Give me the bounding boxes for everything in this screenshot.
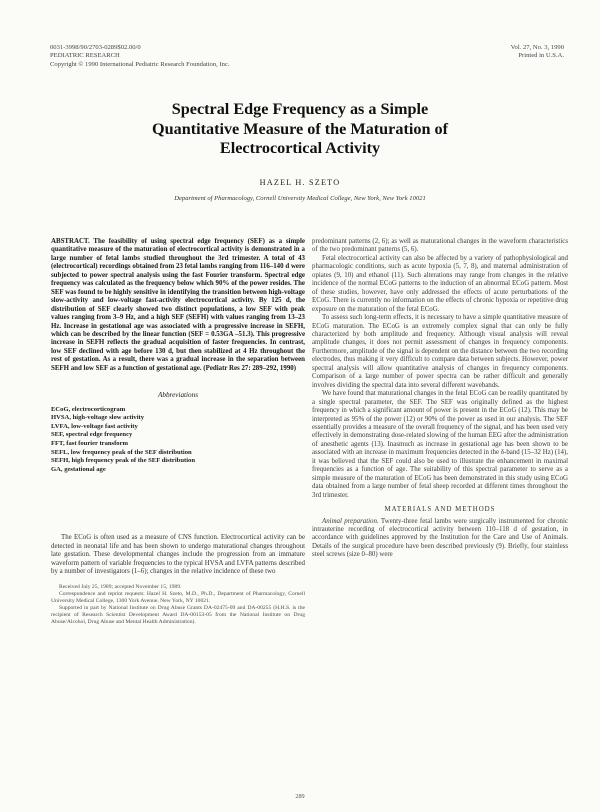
title-line: Electrocortical Activity [219,139,381,158]
body-paragraph: Fetal electrocortical activity can also be affected by a variety of pathophysiological and pharmacologic conditions, such as acute hypoxia (5, 7, 8), and maternal administration of opiates (9, 10) and ethanol (11). Such alterations may range from changes in the relative incidence of the normal ECoG patterns to the induction of an abnormal ECoG pattern. Most of these studies, however, have only addressed the effects of acute perturbations of the ECoG. There is currently no information on the effects of chronic hypoxia or repetitive drug exposure on the maturation of the fetal ECoG. [312,254,568,313]
abstract [51,238,305,373]
introduction [51,534,305,576]
title-line: Quantitative Measure of the Maturation of [152,119,448,138]
abbreviation-item: SEF, spectral edge frequency [51,431,133,439]
page-number: 289 [295,793,305,800]
header-printed: Printed in U.S.A. [518,52,564,60]
abbreviation-item: LVFA, low-voltage fast activity [51,422,138,430]
header-line: PEDIATRIC RESEARCH [50,52,120,60]
author-affiliation: Department of Pharmacology, Cornell University Medical College, New York, New York 10021 [174,195,426,202]
body-paragraph: We have found that maturational changes in the fetal ECoG can be readily quantitated by a single spectral parameter, the SEF. The SEF was originally defined as the highest frequency in which a significant amount of power is present in the ECoG (12). This may be interpreted as 95% of the power (12) or 90% of the power as used in our analysis. The SEF essentially provides a measure of the overall frequency of the signal, and has been used very effectively in demonstrating dose-related slowing of the human EEG after the administration of anesthetic agents (13). Inasmuch as increase in gestational age has been shown to be associated with an increase in maximum frequencies detected in the δ-band (15–32 Hz) (14), it was believed that the SEF could also be used to illustrate the enhancement in maximal frequencies as a function of age. The suitability of this spectral parameter to serve as a simple measure of the maturation of ECoG has been demonstrated in this study using ECoG data obtained from a large number of fetal sheep recorded at different times throughout the 3rd trimester. [312,390,568,499]
section-heading-methods: MATERIALS AND METHODS [384,506,496,514]
intro-paragraph: The ECoG is often used as a measure of CNS function. Electrocortical activity can be detected in neonatal life and has been shown to undergo maturational changes throughout late gestation. These developmental changes include the progression from an immature waveform pattern of variable frequencies to the typical HVSA and LVFA patterns described by a number of investigators (1–6); changes in the relative incidence of these two [51,534,305,576]
left-column [51,238,305,626]
header-line: Copyright © 1990 International Pediatric Research Foundation, Inc. [50,60,230,68]
header-line: 0031-3998/90/2703-0289$02.00/0 [50,44,141,51]
abstract-text: ABSTRACT. The feasibility of using spectral edge frequency (SEF) as a simple quantitative measure of the maturation of electrocortical activity is demonstrated in a large number of fetal lambs studied throughout the 3rd trimester. A total of 43 (electrocortical) recordings obtained from 23 fetal lambs ranging from 116–140 d were subjected to power spectral analysis using the fast Fourier transform. Spectral edge frequency was calculated as the frequency below which 90% of the power resides. The SEF was found to be highly sensitive in identifying the transition between high-voltage slow-activity and low-voltage fast-activity electrocortical activity. By 125 d, the distribution of SEF clearly showed two distinct populations, a low SEF with peak values ranging from 3–9 Hz, and a high SEF (SEFH) with values ranging from 13–23 Hz. Increase in gestational age was associated with a progressive increase in SEFH, which can be described by the linear function (SEF = 0.53GA –51.3). This progressive increase in SEFH reflects the gradual acquisition of faster frequencies. In contrast, low SEF declined with age before 130 d, but then stabilized at 4 Hz throughout the rest of gestation. As a result, there was a gradual increase in the separation between SEFH and low SEF as a function of gestational age. (Pediatr Res 27: 289–292, 1990) [51,238,305,372]
abbreviation-item: SEFL, low frequency peak of the SEF distribution [51,448,192,456]
abbreviation-item: HVSA, high-voltage slow activity [51,414,145,422]
footnote-correspondence: Correspondence and reprint requests: Hazel H. Szeto, M.D., Ph.D., Department of Pharmacology, Cornell University Medical College, 1300 York Avenue, New York, NY 10021. [51,590,305,604]
right-column [312,238,568,560]
footnote-received: Received July 25, 1989; accepted November 15, 1989. [59,583,182,590]
journal-header-left [50,44,230,69]
footnote-support: Supported in part by National Institute on Drug Abuse Grants DA-02475-09 and DA-00255 (H.H.S. is the recipient of Research Scientist Development Award DA-00153-05 from the National Institute on Drug Abuse/Alcohol, Drug Abuse and Mental Health Administration). [51,604,305,625]
body-paragraph: predominant patterns (2, 6); as well as maturational changes in the waveform characteristics of the two predominant patterns (5, 6). [312,238,568,254]
methods-subheading: Animal preparation. [322,517,379,525]
title-line: Spectral Edge Frequency as a Simple [171,100,429,118]
abbreviation-item: ECoG, electrocorticogram [51,405,126,413]
methods-text: Twenty-three fetal lambs were surgically instrumented for chronic intrauterine recording of electrocortical activity between 110–118 d of gestation, in accordance with guidelines approved by the Institution for the Care and Use of Animals. Details of the surgical procedure have been described previously (9). Briefly, four stainless steel screws (size 0–80) were [312,517,568,559]
abbreviation-item: SEFH, high frequency peak of the SEF distribution [51,457,195,465]
header-volume: Vol. 27, No. 3, 1990 [510,44,564,51]
abbreviations-list [51,406,305,475]
journal-header-right [511,44,564,61]
footnotes [51,584,305,626]
abbreviation-item: GA, gestational age [51,465,106,473]
body-paragraph: To assess such long-term effects, it is necessary to have a simple quantitative measure of ECoG maturation. The ECoG is an extremely complex signal that can only be fully characterized by both amplitude and frequency. Although visual analysis will reveal amplitude changes, it does not permit assessment of changes in frequency components. Furthermore, amplitude of the signal is dependent on the distance between the two recording electrodes, thus making it very difficult to compare data between subjects. However, power spectral analysis will allow quantitative analysis of changes in frequency components. Comparison of a large number of power spectra can be rather difficult and generally involves dividing the spectral data into several different wavebands. [312,314,568,389]
abbreviation-item: FFT, fast fourier transform [51,440,129,448]
methods-paragraph [312,518,568,560]
abbreviations-heading: Abbreviations [157,391,199,400]
article-title [60,100,540,159]
author-name: HAZEL H. SZETO [259,178,341,187]
